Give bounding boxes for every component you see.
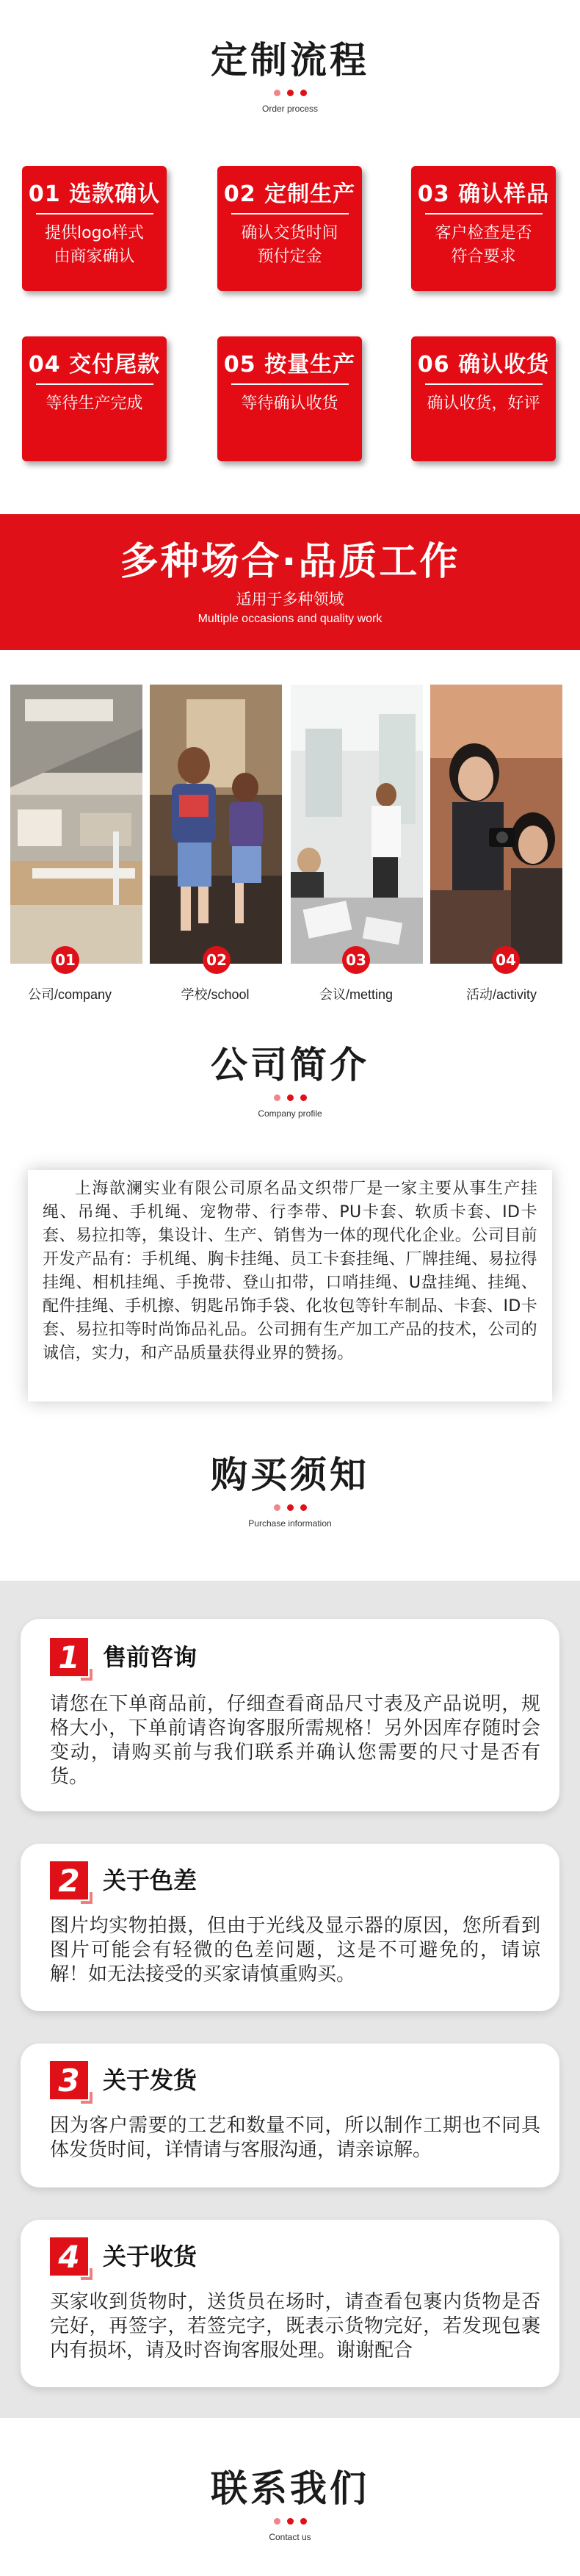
process-title: 定制流程 [211, 39, 369, 82]
step-desc-line1: 确认收货，好评 [427, 394, 540, 413]
process-step-6 [411, 336, 556, 461]
occasion-label: 会议/metting [319, 987, 394, 1002]
occasion-label: 公司/company [27, 987, 112, 1002]
step-title: 01 选款确认 [28, 181, 161, 207]
step-desc-line1: 等待确认收货 [241, 394, 338, 413]
step-desc-line2: 由商家确认 [54, 248, 135, 266]
purchase-note-card [21, 2220, 559, 2387]
step-desc-line2: 预付定金 [257, 248, 322, 266]
number-badge: 2 [50, 1861, 88, 1899]
note-text: 图片均实物拍摄，但由于光线及显示器的原因，您所看到图片可能会有轻微的色差问题，这是不可避免的，请谅解！如无法接受的买家请慎重购买。 [50, 1915, 540, 1985]
number-badge: 3 [50, 2061, 88, 2099]
process-subtitle: Order process [261, 104, 319, 114]
process-heading [0, 38, 580, 114]
note-text: 买家收到货物时，送货员在场时，请查看包裹内货物是否完好，再签字，若签完字，既表示货物完好，若发现包裹内有损坏，请及时咨询客服处理。谢谢配合 [50, 2291, 540, 2362]
process-step-5 [217, 336, 362, 461]
step-title: 05 按量生产 [223, 352, 356, 378]
company-profile-text: 上海歆澜实业有限公司原名品文织带厂是一家主要从事生产挂绳、吊绳、手机绳、宠物带、行李带、PU卡套、软质卡套、ID卡套、易拉扣等，集设计、生产、销售为一体的现代化企业。公司目前开发产品有：手机绳、胸卡挂绳、员工卡套挂绳、厂牌挂绳、易拉得挂绳、相机挂绳、手挽带、登山扣带，口哨挂绳、U盘挂绳、挂绳、配件挂绳、手机擦、钥匙吊饰手袋、化妆包等针车制品、卡套、ID卡套、易拉扣等时尚饰品礼品。公司拥有生产加工产品的技术，公司的诚信，实力，和产品质量获得业界的赞扬。 [43, 1180, 537, 1363]
photo-office [10, 685, 142, 964]
title-dots [0, 1504, 580, 1511]
banner-english: Multiple occasions and quality work [197, 613, 383, 625]
process-step-1 [22, 166, 167, 291]
title-dots [0, 90, 580, 96]
profile-subtitle: Company profile [258, 1108, 322, 1119]
banner-title: 多种场合·品质工作 [120, 540, 460, 584]
step-desc-line2: 符合要求 [451, 248, 516, 266]
note-text: 请您在下单商品前，仔细查看商品尺寸表及产品说明，规格大小，下单前请咨询客服所需规格！另外因库存随时会变动，请购买前与我们联系并确认您需要的尺寸是否有货。 [50, 1693, 540, 1788]
profile-title: 公司简介 [211, 1044, 369, 1086]
contact-title: 联系我们 [211, 2467, 369, 2510]
number-badge: 1 [50, 1638, 88, 1676]
note-title: 关于色差 [103, 1866, 197, 1894]
step-desc-line1: 等待生产完成 [46, 394, 143, 413]
process-step-4 [22, 336, 167, 461]
purchase-heading [0, 1453, 580, 1529]
purchase-title: 购买须知 [211, 1454, 369, 1496]
process-step-3 [411, 166, 556, 291]
note-text: 因为客户需要的工艺和数量不同，所以制作工期也不同具体发货时间，详情请与客服沟通，请亲谅解。 [50, 2115, 540, 2161]
step-desc-line1: 确认交货时间 [241, 224, 338, 242]
purchase-note-card [21, 1844, 559, 2011]
occasion-label: 学校/school [181, 987, 250, 1002]
photo-meeting [291, 685, 423, 964]
contact-subtitle: Contact us [269, 2532, 311, 2542]
step-desc-line1: 提供logo样式 [45, 224, 144, 242]
step-divider [425, 213, 543, 214]
step-title: 04 交付尾款 [28, 352, 161, 378]
contact-heading [0, 2467, 580, 2542]
purchase-note-card [21, 1619, 559, 1811]
purchase-subtitle: Purchase information [248, 1518, 332, 1529]
step-divider [36, 213, 153, 214]
occasion-number-badge: 02 [203, 946, 231, 974]
occasion-number-badge: 03 [342, 946, 370, 974]
company-profile-box [28, 1170, 552, 1401]
step-divider [36, 383, 153, 385]
purchase-note-card [21, 2043, 559, 2187]
step-title: 03 确认样品 [417, 181, 550, 207]
step-divider [425, 383, 543, 385]
number-badge: 4 [50, 2237, 88, 2276]
note-title: 售前咨询 [103, 1643, 197, 1671]
step-divider [231, 383, 349, 385]
title-dots [0, 2518, 580, 2525]
photo-school [150, 685, 282, 964]
step-divider [231, 213, 349, 214]
step-title: 02 定制生产 [223, 181, 356, 207]
occasion-number-badge: 04 [492, 946, 520, 974]
banner-subtitle: 适用于多种领域 [236, 591, 344, 608]
profile-heading [0, 1043, 580, 1119]
occasion-number-badge: 01 [51, 946, 79, 974]
note-title: 关于发货 [103, 2066, 197, 2094]
photo-activity [430, 685, 562, 964]
process-step-2 [217, 166, 362, 291]
note-title: 关于收货 [103, 2243, 197, 2270]
step-title: 06 确认收货 [417, 352, 550, 378]
occasion-label: 活动/activity [465, 987, 537, 1002]
occasions-banner [0, 514, 580, 650]
step-desc-line1: 客户检查是否 [435, 224, 532, 242]
title-dots [0, 1094, 580, 1101]
